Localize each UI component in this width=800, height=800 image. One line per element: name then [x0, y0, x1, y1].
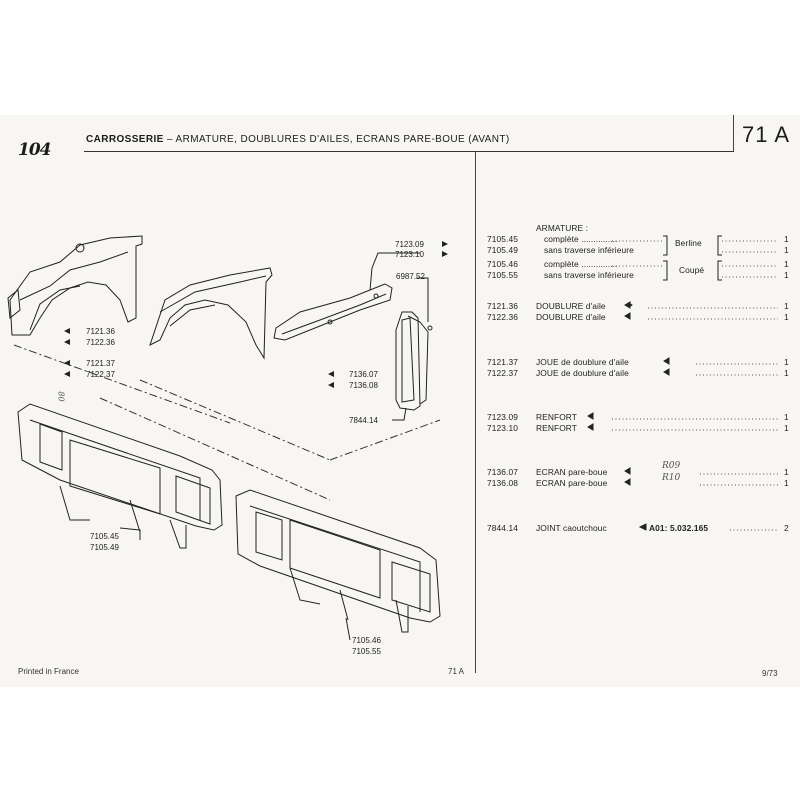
section-number: 71 A	[742, 122, 791, 147]
variant-berline: Berline	[675, 238, 702, 248]
part-code: 7105.55	[487, 270, 518, 280]
part-qty: 1	[784, 270, 789, 280]
part-desc: JOINT caoutchouc	[536, 523, 607, 533]
part-desc: complète ...............	[544, 234, 618, 244]
part-desc: sans traverse inférieure	[544, 245, 634, 255]
handwritten-margin: 80	[56, 391, 66, 402]
callout-7122-36: 7122.36	[86, 338, 115, 347]
title-rest: – ARMATURE, DOUBLURES D'AILES, ECRANS PARE-BOUE (AVANT)	[163, 134, 510, 145]
joint-reference: A01: 5.032.165	[649, 523, 709, 533]
callout-7136-07: 7136.07	[349, 370, 378, 379]
part-desc: JOUE de doublure d'aile	[536, 357, 629, 367]
brand-logo: 104	[18, 140, 51, 160]
part-code: 7121.37	[487, 357, 518, 367]
part-desc: ECRAN pare-boue	[536, 467, 608, 477]
part-desc: sans traverse inférieure	[544, 270, 634, 280]
part-code: 7123.10	[487, 423, 518, 433]
part-desc: DOUBLURE d'aile	[536, 312, 606, 322]
part-code: 7105.49	[487, 245, 518, 255]
part-code: 7122.37	[487, 368, 518, 378]
callout-7105-49: 7105.49	[90, 543, 119, 552]
part-code: 7136.08	[487, 478, 518, 488]
part-qty: 1	[784, 259, 789, 269]
handwritten-note: R09	[662, 461, 681, 471]
part-desc: ECRAN pare-boue	[536, 478, 608, 488]
part-qty: 1	[784, 234, 789, 244]
part-qty: 1	[784, 467, 789, 477]
callout-7105-46: 7105.46	[352, 636, 381, 645]
part-qty: 1	[784, 368, 789, 378]
part-heading: ARMATURE :	[536, 223, 589, 233]
part-code: 7123.09	[487, 412, 518, 422]
part-qty: 1	[784, 312, 789, 322]
callout-7105-55: 7105.55	[352, 647, 381, 656]
part-code: 7122.36	[487, 312, 518, 322]
part-desc: complète ...............	[544, 259, 618, 269]
part-qty: 2	[784, 523, 789, 533]
footer-date: 9/73	[762, 669, 778, 678]
part-desc: JOUE de doublure d'aile	[536, 368, 629, 378]
part-desc: RENFORT	[536, 423, 578, 433]
part-qty: 1	[784, 245, 789, 255]
part-code: 7844.14	[487, 523, 518, 533]
part-qty: 1	[784, 412, 789, 422]
callout-7105-45: 7105.45	[90, 532, 119, 541]
part-qty: 1	[784, 357, 789, 367]
part-qty: 1	[784, 423, 789, 433]
callout-7122-37: 7122.37	[86, 370, 115, 379]
callout-7123-10: 7123.10	[395, 250, 424, 259]
callout-7121-36: 7121.36	[86, 327, 115, 336]
callout-7123-09: 7123.09	[395, 240, 424, 249]
handwritten-note: R10	[662, 473, 681, 483]
title-bold: CARROSSERIE	[86, 134, 164, 145]
part-code: 7121.36	[487, 301, 518, 311]
part-qty: 1	[784, 478, 789, 488]
footer-section: 71 A	[448, 667, 465, 676]
part-code: 7136.07	[487, 467, 518, 477]
callout-7136-08: 7136.08	[349, 381, 378, 390]
callout-7121-37: 7121.37	[86, 359, 115, 368]
callout-7844-14: 7844.14	[349, 416, 378, 425]
part-code: 7105.45	[487, 234, 518, 244]
part-qty: 1	[784, 301, 789, 311]
callout-6987-52: 6987.52	[396, 272, 425, 281]
footer-printed: Printed in France	[18, 667, 79, 676]
part-desc: DOUBLURE d'aile	[536, 301, 606, 311]
part-code: 7105.46	[487, 259, 518, 269]
variant-coupe: Coupé	[679, 265, 705, 275]
part-desc: RENFORT	[536, 412, 578, 422]
